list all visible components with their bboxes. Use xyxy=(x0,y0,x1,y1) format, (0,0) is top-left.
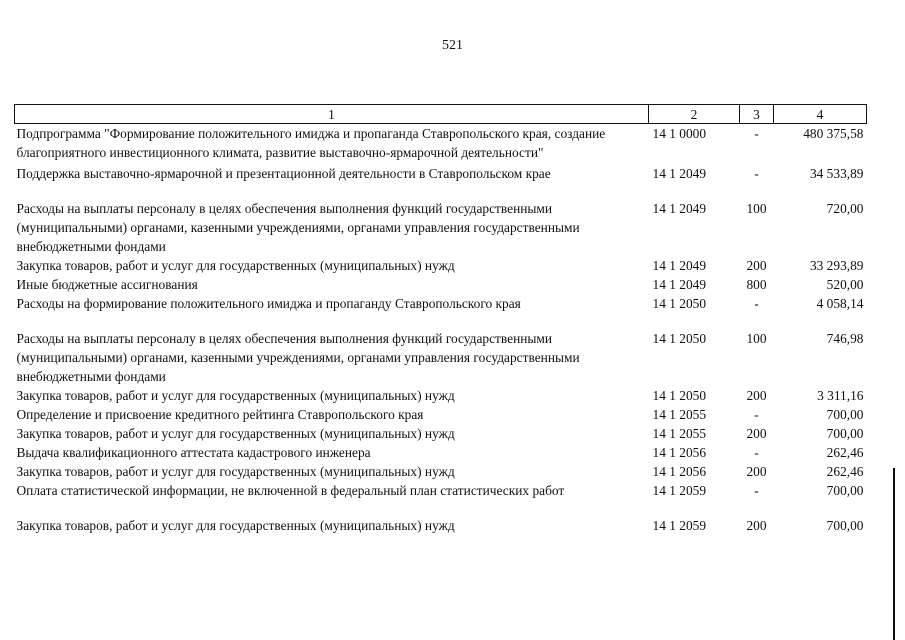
row-name: Закупка товаров, работ и услуг для государственных (муниципальных) нужд xyxy=(16,388,455,403)
row-amount: 262,46 xyxy=(826,464,864,479)
row-code: 14 1 0000 xyxy=(652,126,707,141)
row-name: Оплата статистической информации, не включенной в федеральный план статистических работ xyxy=(16,483,565,498)
row-amount: 480 375,58 xyxy=(803,126,864,141)
row-type: 100 xyxy=(746,331,767,346)
row-amount: 720,00 xyxy=(826,201,864,216)
row-type: 200 xyxy=(746,258,767,273)
row-code: 14 1 2049 xyxy=(652,258,707,273)
row-name: Закупка товаров, работ и услуг для государственных (муниципальных) нужд xyxy=(16,426,455,441)
column-header-code: 2 xyxy=(649,105,740,124)
table-header-row xyxy=(15,105,867,124)
row-name: Расходы на формирование положительного имиджа и пропаганду Ставропольского края xyxy=(16,296,521,311)
table-row xyxy=(15,275,867,294)
row-type: 200 xyxy=(746,426,767,441)
column-header-name: 1 xyxy=(15,105,649,124)
row-amount: 746,98 xyxy=(826,331,864,346)
row-amount: 33 293,89 xyxy=(809,258,864,273)
row-type: 200 xyxy=(746,518,767,533)
row-amount: 700,00 xyxy=(826,426,864,441)
row-code: 14 1 2049 xyxy=(652,277,707,292)
table-row xyxy=(15,294,867,329)
row-name: Закупка товаров, работ и услуг для государственных (муниципальных) нужд xyxy=(16,518,455,533)
row-amount: 34 533,89 xyxy=(809,166,864,181)
row-code: 14 1 2056 xyxy=(652,464,707,479)
table-row xyxy=(15,424,867,443)
row-code: 14 1 2059 xyxy=(652,483,707,498)
row-type: - xyxy=(754,296,759,311)
table-row xyxy=(15,481,867,516)
row-type: 200 xyxy=(746,388,767,403)
row-type: - xyxy=(754,445,759,460)
row-name: Расходы на выплаты персоналу в целях обеспечения выполнения функций государственными (муниципальными) органами, казенными учреждениями, органами управления государственными внебюджетными фондами xyxy=(16,201,580,254)
row-name: Иные бюджетные ассигнования xyxy=(16,277,198,292)
row-code: 14 1 2059 xyxy=(652,518,707,533)
row-type: 800 xyxy=(746,277,767,292)
row-amount: 520,00 xyxy=(826,277,864,292)
column-header-type: 3 xyxy=(740,105,774,124)
page-number: 521 xyxy=(442,38,463,53)
scan-edge-line xyxy=(893,468,895,640)
row-code: 14 1 2050 xyxy=(652,296,707,311)
row-name: Поддержка выставочно-ярмарочной и презентационной деятельности в Ставропольском крае xyxy=(16,166,551,181)
table-row xyxy=(15,443,867,462)
table-row xyxy=(15,405,867,424)
row-amount: 4 058,14 xyxy=(816,296,864,311)
row-amount: 3 311,16 xyxy=(817,388,864,403)
row-type: - xyxy=(754,483,759,498)
row-name: Подпрограмма "Формирование положительного имиджа и пропаганда Ставропольского края, создание благоприятного инвестиционного климата, развитие выставочно-ярмарочной деятельности" xyxy=(16,126,606,160)
row-name: Закупка товаров, работ и услуг для государственных (муниципальных) нужд xyxy=(16,464,455,479)
row-type: - xyxy=(754,166,759,181)
table-row xyxy=(15,124,867,165)
row-code: 14 1 2049 xyxy=(652,201,707,216)
row-code: 14 1 2055 xyxy=(652,407,707,422)
table-row xyxy=(15,329,867,386)
table-row xyxy=(15,462,867,481)
row-name: Выдача квалификационного аттестата кадастрового инженера xyxy=(16,445,371,460)
row-name: Расходы на выплаты персоналу в целях обеспечения выполнения функций государственными (муниципальными) органами, казенными учреждениями, органами управления государственными внебюджетными фондами xyxy=(16,331,580,384)
table-row xyxy=(15,386,867,405)
row-amount: 700,00 xyxy=(826,483,864,498)
row-amount: 700,00 xyxy=(826,407,864,422)
row-name: Определение и присвоение кредитного рейтинга Ставропольского края xyxy=(16,407,424,422)
column-header-amount: 4 xyxy=(774,105,867,124)
row-code: 14 1 2050 xyxy=(652,331,707,346)
row-code: 14 1 2049 xyxy=(652,166,707,181)
row-type: - xyxy=(754,407,759,422)
row-name: Закупка товаров, работ и услуг для государственных (муниципальных) нужд xyxy=(16,258,455,273)
row-amount: 262,46 xyxy=(826,445,864,460)
row-code: 14 1 2056 xyxy=(652,445,707,460)
table-row xyxy=(15,164,867,199)
row-code: 14 1 2055 xyxy=(652,426,707,441)
budget-table xyxy=(14,104,867,535)
row-type: 200 xyxy=(746,464,767,479)
row-code: 14 1 2050 xyxy=(652,388,707,403)
row-amount: 700,00 xyxy=(826,518,864,533)
row-type: - xyxy=(754,126,759,141)
row-type: 100 xyxy=(746,201,767,216)
table-row xyxy=(15,516,867,535)
table-row xyxy=(15,199,867,256)
table-row xyxy=(15,256,867,275)
